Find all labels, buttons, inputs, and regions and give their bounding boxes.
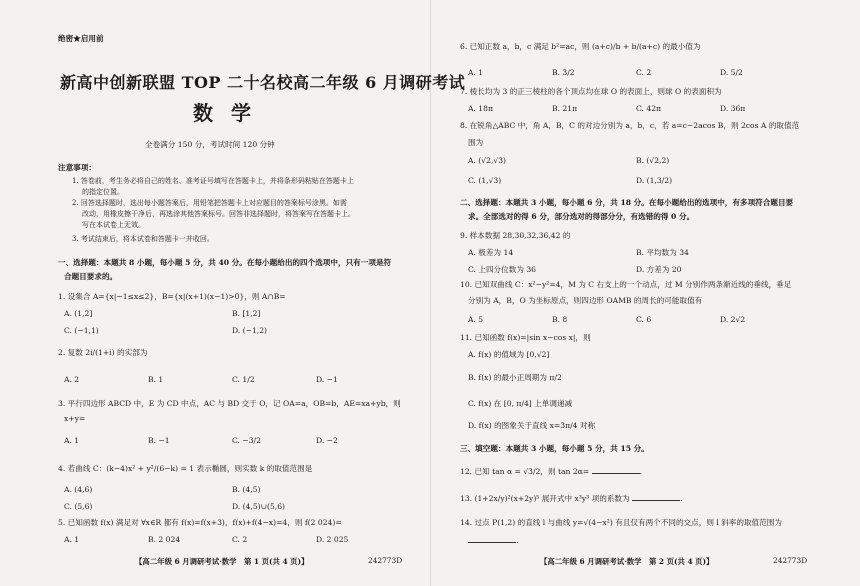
secret-label: 绝密★启用前: [58, 34, 104, 43]
q10-option-a: A. 5: [468, 315, 484, 324]
notice-line: 1. 答卷前，考生务必将自己的姓名、准考证号填写在答题卡上，并将条形码粘贴在答题卡上: [72, 177, 354, 185]
question-13: 13. (1+2x/y)²(x+2y)⁵ 展开式中 x³y³ 项的系数为 .: [460, 494, 683, 503]
q5-option-b: B. 2 024: [148, 535, 181, 544]
q8-option-d: D. (1,3/2): [636, 176, 673, 185]
section-1-heading-cont: 合题目要求的。: [64, 272, 118, 281]
question-13-text: 13. (1+2x/y)²(x+2y)⁵ 展开式中 x³y³ 项的系数为: [460, 494, 630, 503]
notice-line: 改动，用橡皮擦干净后，再选涂其他答案标号。回答非选择题时，将答案写在答题卡上。: [82, 210, 355, 218]
question-2: 2. 复数 2i/(1+i) 的实部为: [58, 348, 148, 357]
question-10-cont: 分别为 A，B，O 为坐标原点，则四边形 OAMB 的周长的可能取值有: [468, 296, 703, 305]
question-3-cont: x+y=: [64, 414, 86, 423]
q8-option-b: B. (√2,2): [636, 156, 670, 165]
section-2-heading: 二、选择题：本题共 3 小题，每小题 6 分，共 18 分。在每小题给出的选项中，有多项符合题目要: [460, 198, 794, 207]
q6-option-a: A. 1: [468, 68, 484, 77]
question-10: 10. 已知双曲线 C：x²−y²=4，M 为 C 右支上的一个动点，过 M 分别作两条渐近线的垂线，垂足: [460, 280, 792, 289]
q2-option-b: B. 1: [148, 375, 164, 384]
question-7: 7. 棱长均为 3 的正三棱柱的各个顶点均在球 O 的表面上，则球 O 的表面积为: [460, 87, 722, 96]
notice-heading: 注意事项：: [58, 163, 96, 172]
q5-option-c: C. 2: [232, 535, 248, 544]
q3-option-b: B. −1: [148, 436, 170, 445]
q2-option-a: A. 2: [64, 375, 80, 384]
q7-option-a: A. 18π: [468, 104, 493, 113]
q3-option-c: C. −3/2: [232, 436, 261, 445]
question-3: 3. 平行四边形 ABCD 中，E 为 CD 中点，AC 与 BD 交于 O，记 OA=a，OB=b，AE=xa+yb，则: [58, 399, 401, 408]
q6-option-b: B. 3/2: [552, 68, 575, 77]
section-3-heading: 三、填空题：本题共 3 小题，每小题 5 分，共 15 分。: [460, 444, 649, 453]
answer-blank: [632, 493, 680, 501]
page-2-code: 242773D: [773, 556, 808, 565]
page-1-footer: 【高二年级 6 月调研考试·数学 第 1 页(共 4 页)】: [135, 557, 309, 566]
q7-option-d: D. 36π: [720, 104, 746, 113]
q3-option-a: A. 1: [64, 436, 80, 445]
question-4: 4. 若曲线 C：(k−4)x² + y²/(6−k) = 1 表示椭圆，则实数 k 的取值范围是: [58, 464, 313, 473]
question-9: 9. 样本数据 28,30,32,36,42 的: [460, 231, 571, 240]
q11-option-d: D. f(x) 的图象关于直线 x=3π/4 对称: [468, 421, 596, 430]
q5-option-a: A. 1: [64, 535, 80, 544]
q6-option-d: D. 5/2: [720, 68, 743, 77]
q2-option-c: C. 1/2: [232, 375, 255, 384]
q9-option-c: C. 上四分位数为 36: [468, 265, 537, 274]
question-5: 5. 已知函数 f(x) 满足对 ∀x∈R 都有 f(x)=f(x+3)，f(x)+f(4−x)=4，则 f(2 024)=: [58, 518, 342, 527]
q10-option-b: B. 8: [552, 315, 568, 324]
question-6: 6. 已知正数 a，b，c 满足 b²=ac，则 (a+c)/b + b/(a+c) 的最小值为: [460, 42, 701, 51]
q1-option-d: D. (−1,2): [232, 326, 268, 335]
q5-option-d: D. 2 025: [316, 535, 349, 544]
page-2-footer: 【高二年级 6 月调研考试·数学 第 2 页(共 4 页)】: [540, 557, 714, 566]
page-2: [430, 0, 860, 586]
question-8: 8. 在锐角△ABC 中，角 A，B，C 的对边分别为 a，b，c，若 a=c−2acos B，则 2cos A 的取值范: [460, 121, 800, 130]
notice-line: 的指定位置。: [82, 188, 124, 196]
notice-line: 2. 回答选择题时，选出每小题答案后，用铅笔把答题卡上对应题目的答案标号涂黑。如需: [72, 199, 347, 207]
answer-blank: [592, 466, 640, 474]
q9-option-a: A. 极差为 14: [468, 248, 514, 257]
q1-option-a: A. (1,2]: [64, 309, 93, 318]
question-8-cont: 围为: [468, 138, 484, 147]
q6-option-c: C. 2: [636, 68, 652, 77]
q4-option-c: C. (5,6): [64, 502, 93, 511]
section-2-heading-cont: 求。全部选对的得 6 分，部分选对的得部分分，有选错的得 0 分。: [468, 212, 695, 221]
notice-line: 3. 考试结束后，将本试卷和答题卡一并收回。: [72, 235, 214, 243]
q10-option-c: C. 6: [636, 315, 652, 324]
exam-meta: 全卷满分 150 分，考试时间 120 分钟: [145, 140, 275, 149]
q1-option-b: B. [1,2]: [232, 309, 261, 318]
q4-option-d: D. (4,5)∪(5,6): [232, 502, 286, 511]
question-14-cont: .: [468, 535, 518, 546]
question-11: 11. 已知函数 f(x)=|sin x−cos x|，则: [460, 333, 591, 342]
q2-option-d: D. −1: [316, 375, 338, 384]
question-14: 14. 过点 P(1,2) 的直线 l 与曲线 y=√(4−x²) 有且仅有两个不同的交点，则 l 斜率的取值范围为: [460, 518, 782, 527]
question-12-text: 12. 已知 tan α = √3/2，则 tan 2α=: [460, 467, 590, 476]
page-1-code: 242773D: [368, 556, 403, 565]
q3-option-d: D. −2: [316, 436, 338, 445]
q11-option-b: B. f(x) 的最小正周期为 π/2: [468, 373, 562, 382]
question-1: 1. 设集合 A={x|−1≤x≤2}，B={x|(x+1)(x−1)>0}，则 A∩B=: [58, 292, 286, 301]
q8-option-a: A. (√2,√3): [468, 156, 506, 165]
question-12: 12. 已知 tan α = √3/2，则 tan 2α= .: [460, 467, 643, 476]
q1-option-c: C. (−1,1): [64, 326, 99, 335]
q9-option-b: B. 平均数为 34: [636, 248, 689, 257]
q7-option-b: B. 21π: [552, 104, 578, 113]
q11-option-c: C. f(x) 在 [0, π/4] 上单调递减: [468, 399, 573, 408]
subject-title: 数学: [193, 101, 269, 125]
q11-option-a: A. f(x) 的值域为 [0,√2]: [468, 350, 550, 359]
exam-title: 新高中创新联盟 TOP 二十名校高二年级 6 月调研考试: [60, 73, 466, 92]
q9-option-d: D. 方差为 20: [636, 265, 682, 274]
answer-blank: [468, 535, 516, 543]
section-1-heading: 一、选择题：本题共 8 小题，每小题 5 分，共 40 分。在每小题给出的四个选项中，只有一项是符: [58, 258, 392, 267]
q8-option-c: C. (1,√3): [468, 176, 502, 185]
q4-option-a: A. (4,6): [64, 485, 93, 494]
notice-line: 写在本试卷上无效。: [82, 221, 145, 229]
q4-option-b: B. (4,5): [232, 485, 261, 494]
q10-option-d: D. 2√2: [720, 315, 746, 324]
q7-option-c: C. 42π: [636, 104, 662, 113]
